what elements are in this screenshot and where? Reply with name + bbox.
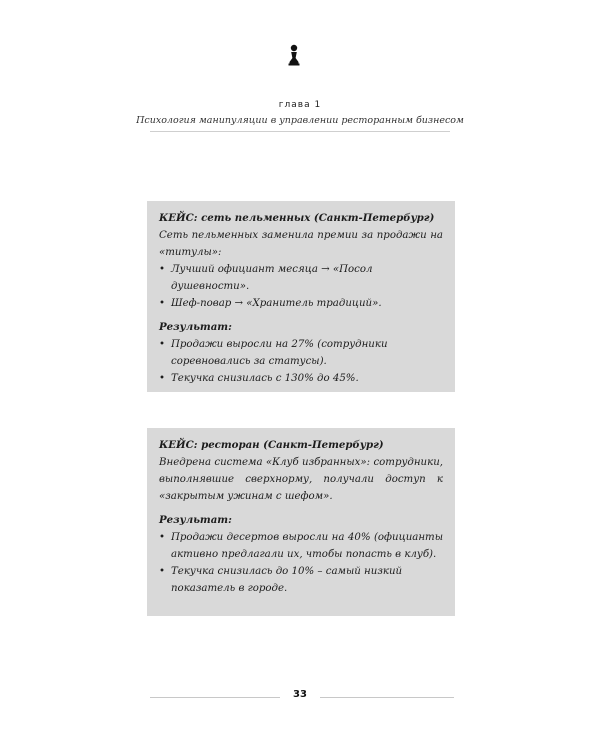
list-item: • Шеф-повар → «Хранитель традиций». — [159, 295, 443, 312]
list-item: • Лучший официант месяца → «Посол душевности». — [159, 261, 443, 295]
list-item: • Продажи десертов выросли на 40% (официанты активно предлагали их, чтобы попасть в клуб). — [159, 529, 443, 563]
case-box-restaurant — [147, 428, 455, 616]
list-item: • Текучка снизилась до 10% – самый низкий показатель в городе. — [159, 563, 443, 597]
case-box-dumplings — [147, 201, 455, 392]
result-title: Результат: — [159, 514, 232, 526]
chapter-subtitle: Психология манипуляции в управлении ресторанным бизнесом — [136, 115, 464, 126]
page-number: 33 — [293, 689, 307, 700]
list-item: • Текучка снизилась с 130% до 45%. — [159, 370, 443, 387]
chapter-label: глава 1 — [278, 100, 322, 110]
footer-divider-left — [150, 697, 280, 698]
case-items — [159, 261, 443, 312]
result-items — [159, 336, 443, 387]
case-intro: Сеть пельменных заменила премии за продажи на «титулы»: — [159, 230, 443, 258]
header-divider — [150, 131, 450, 132]
case-title: КЕЙС: сеть пельменных (Санкт-Петербург) — [159, 212, 435, 224]
chess-pawn-icon — [286, 44, 302, 66]
footer-divider-right — [320, 697, 454, 698]
result-title: Результат: — [159, 321, 232, 333]
result-items — [159, 529, 443, 597]
case-title: КЕЙС: ресторан (Санкт-Петербург) — [159, 439, 384, 451]
list-item: • Продажи выросли на 27% (сотрудники соревновались за статусы). — [159, 336, 443, 370]
case-intro: Внедрена система «Клуб избранных»: сотрудники, выполнявшие сверхнорму, получали доступ к «закрытым ужинам с шефом». — [159, 457, 443, 502]
